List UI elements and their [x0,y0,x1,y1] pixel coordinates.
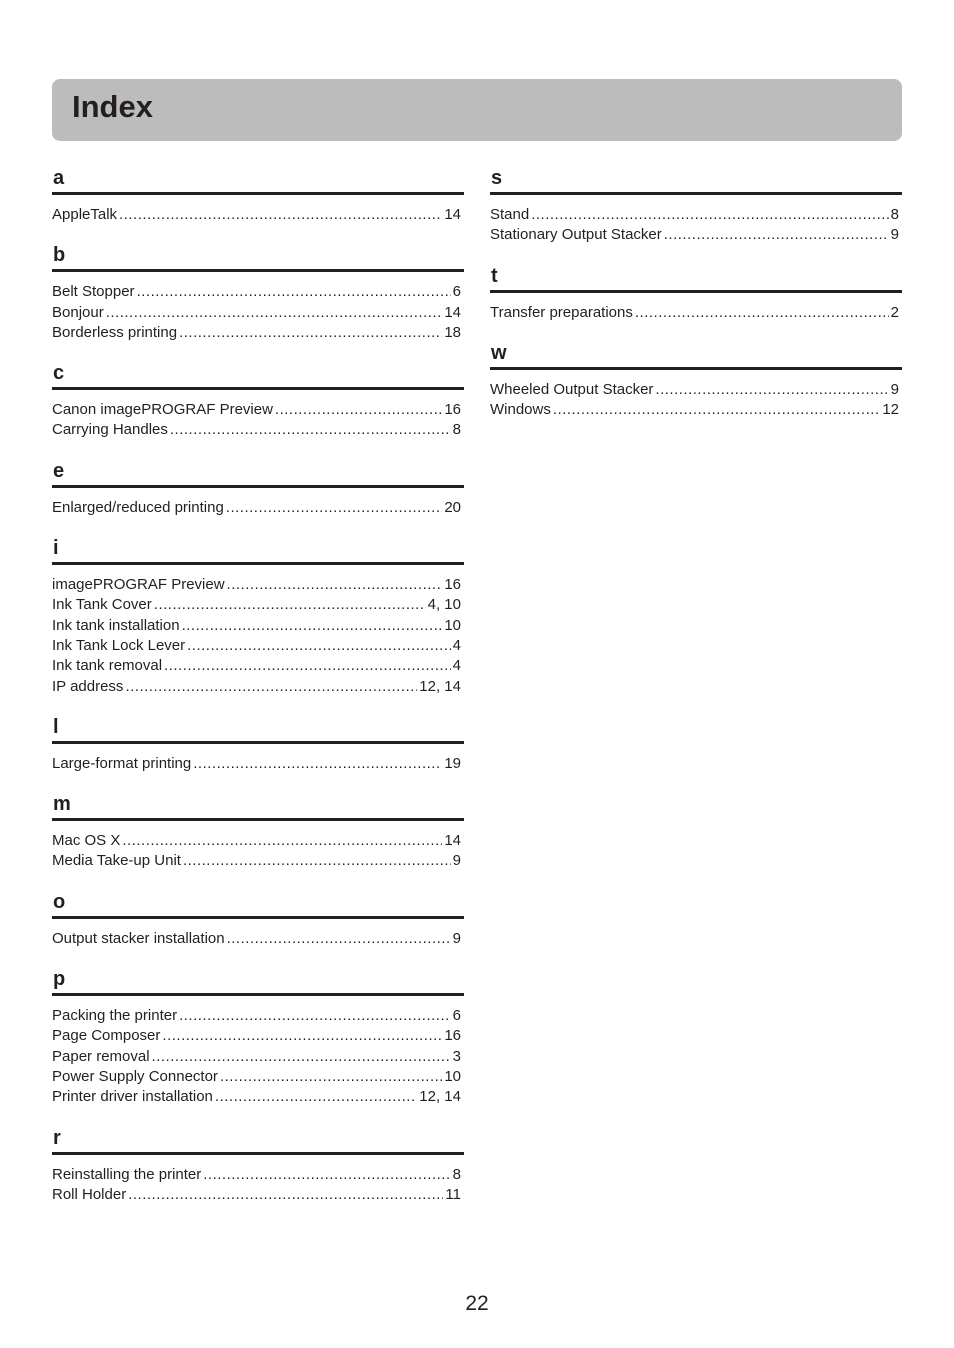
index-entry[interactable] [52,1087,464,1107]
dot-leader [179,1006,451,1026]
entry-list [490,205,902,246]
entry-term: Carrying Handles [52,421,168,439]
entry-list [52,1165,464,1206]
entry-term: Transfer preparations [490,303,633,321]
index-entry[interactable] [52,282,464,302]
section-letter-heading: b [52,243,464,272]
entry-list [490,303,902,323]
entry-term: Media Take-up Unit [52,852,181,870]
entry-page-ref: 10 [444,616,461,634]
dot-leader [122,831,442,851]
index-entry[interactable] [52,1165,464,1185]
index-section [52,166,464,225]
entry-page-ref: 12, 14 [419,677,461,695]
entry-term: Packing the printer [52,1007,178,1025]
entry-term: Windows [490,401,551,419]
entry-list [52,831,464,872]
index-entry[interactable] [52,1006,464,1026]
index-entry[interactable] [52,929,464,949]
entry-page-ref: 14 [444,206,461,223]
dot-leader [531,205,888,225]
entry-term: Canon imagePROGRAF Preview [52,401,273,419]
index-entry[interactable] [52,851,464,871]
index-section [52,536,464,697]
dot-leader [137,282,451,302]
index-entry[interactable] [52,420,464,440]
index-title-bar [52,79,902,141]
index-entry[interactable] [490,225,902,245]
index-entry[interactable] [52,677,464,697]
entry-term: IP address [52,677,124,695]
index-entry[interactable] [490,205,902,225]
index-entry[interactable] [52,400,464,420]
entry-page-ref: 16 [444,1027,461,1045]
entry-page-ref: 14 [444,832,461,850]
entry-page-ref: 14 [444,303,461,321]
entry-page-ref: 8 [890,206,899,223]
index-entry[interactable] [52,575,464,595]
entry-term: Ink Tank Cover [52,596,152,614]
entry-term: Wheeled Output Stacker [490,380,654,398]
entry-page-ref: 8 [452,1165,461,1183]
index-section [52,967,464,1107]
index-section [52,243,464,343]
entry-term: Stationary Output Stacker [490,226,662,244]
dot-leader [119,205,442,225]
section-letter-heading: e [52,459,464,488]
entry-list [52,575,464,697]
index-entry[interactable] [490,400,902,420]
entry-page-ref: 12 [882,401,899,419]
dot-leader [128,1185,443,1205]
entry-term: Bonjour [52,303,104,321]
dot-leader [227,929,451,949]
index-entry[interactable] [52,1185,464,1205]
entry-term: Page Composer [52,1027,161,1045]
dot-leader [125,677,417,697]
entry-page-ref: 2 [890,303,899,321]
index-entry[interactable] [52,636,464,656]
dot-leader [664,225,889,245]
dot-leader [179,323,442,343]
entry-page-ref: 9 [452,929,461,947]
index-entry[interactable] [52,303,464,323]
dot-leader [227,575,443,595]
index-section [52,792,464,872]
dot-leader [170,420,451,440]
dot-leader [162,1026,442,1046]
index-section [490,341,902,421]
index-entry[interactable] [490,303,902,323]
section-letter-heading: i [52,536,464,565]
dot-leader [635,303,889,323]
entry-page-ref: 16 [444,576,461,594]
index-entry[interactable] [52,323,464,343]
dot-leader [164,656,451,676]
dot-leader [655,380,888,400]
entry-list [52,205,464,225]
section-letter-heading: o [52,890,464,919]
entry-term: Mac OS X [52,832,121,850]
entry-term: Power Supply Connector [52,1067,218,1085]
index-column-left [52,166,464,1223]
entry-term: Ink Tank Lock Lever [52,636,186,654]
dot-leader [215,1087,417,1107]
index-entry[interactable] [52,656,464,676]
dot-leader [106,303,443,323]
dot-leader [226,498,443,518]
entry-term: Belt Stopper [52,283,135,301]
entry-list [52,754,464,774]
entry-term: Ink tank installation [52,616,180,634]
dot-leader [187,636,451,656]
entry-term: Printer driver installation [52,1088,213,1106]
index-entry[interactable] [52,1067,464,1087]
entry-term: Roll Holder [52,1185,127,1203]
entry-term: Borderless printing [52,323,178,341]
entry-term: Stand [490,206,530,223]
dot-leader [152,1047,451,1067]
entry-page-ref: 4, 10 [427,596,461,614]
dot-leader [182,616,443,636]
index-section [52,1126,464,1206]
section-letter-heading: a [52,166,464,195]
entry-term: Large-format printing [52,754,192,772]
index-entry[interactable] [52,595,464,615]
index-section [52,890,464,949]
index-entry[interactable] [52,1026,464,1046]
index-entry[interactable] [52,498,464,518]
entry-page-ref: 6 [452,283,461,301]
entry-term: Output stacker installation [52,929,225,947]
section-letter-heading: w [490,341,902,370]
section-letter-heading: p [52,967,464,996]
index-entry[interactable] [52,831,464,851]
index-section [490,264,902,323]
index-entry[interactable] [52,205,464,225]
entry-term: Reinstalling the printer [52,1165,202,1183]
index-entry[interactable] [52,1047,464,1067]
index-entry[interactable] [490,380,902,400]
section-letter-heading: r [52,1126,464,1155]
dot-leader [154,595,426,615]
entry-page-ref: 11 [445,1185,461,1203]
page-title: Index [72,89,153,124]
entry-term: AppleTalk [52,206,118,223]
section-letter-heading: l [52,715,464,744]
index-entry[interactable] [52,754,464,774]
dot-leader [553,400,880,420]
entry-term: Ink tank removal [52,657,163,675]
entry-page-ref: 9 [890,226,899,244]
entry-page-ref: 8 [452,421,461,439]
section-letter-heading: t [490,264,902,293]
entry-list [52,498,464,518]
index-section [52,715,464,774]
entry-page-ref: 9 [890,380,899,398]
index-section [52,459,464,518]
section-letter-heading: s [490,166,902,195]
entry-term: Enlarged/reduced printing [52,498,224,516]
entry-list [490,380,902,421]
entry-list [52,400,464,441]
dot-leader [220,1067,442,1087]
dot-leader [203,1165,450,1185]
index-column-right [490,166,902,438]
section-letter-heading: m [52,792,464,821]
entry-list [52,282,464,343]
section-letter-heading: c [52,361,464,390]
entry-page-ref: 4 [452,657,461,675]
entry-page-ref: 16 [444,401,461,419]
entry-list [52,1006,464,1107]
entry-page-ref: 3 [452,1047,461,1065]
index-section [490,166,902,246]
entry-page-ref: 18 [444,323,461,341]
entry-page-ref: 10 [444,1067,461,1085]
dot-leader [275,400,442,420]
page-number: 22 [465,1292,489,1315]
entry-page-ref: 6 [452,1007,461,1025]
entry-page-ref: 19 [444,754,461,772]
entry-term: imagePROGRAF Preview [52,576,225,594]
index-section [52,361,464,441]
entry-page-ref: 4 [452,636,461,654]
entry-term: Paper removal [52,1047,150,1065]
dot-leader [193,754,442,774]
dot-leader [183,851,451,871]
entry-page-ref: 12, 14 [419,1088,461,1106]
entry-page-ref: 9 [452,852,461,870]
index-entry[interactable] [52,616,464,636]
entry-page-ref: 20 [444,498,461,516]
entry-list [52,929,464,949]
